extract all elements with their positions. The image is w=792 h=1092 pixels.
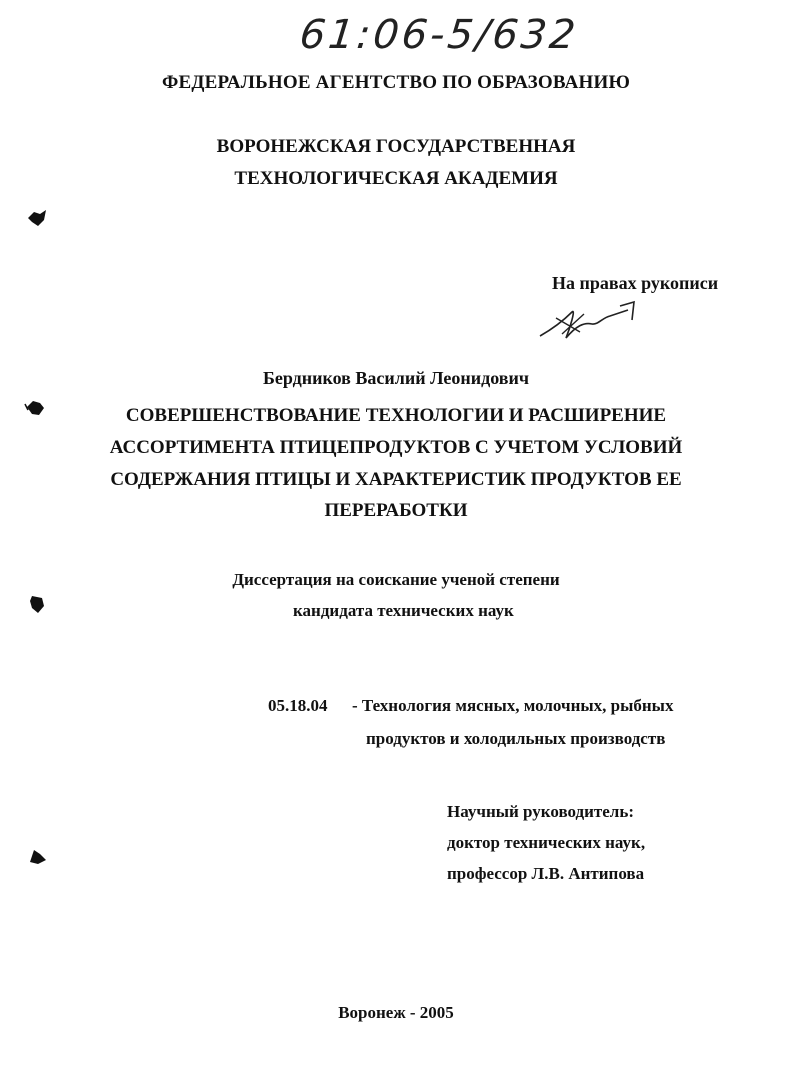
academy-name-line1: ВОРОНЕЖСКАЯ ГОСУДАРСТВЕННАЯ [216, 136, 576, 157]
dissertation-title-line3: СОДЕРЖАНИЯ ПТИЦЫ И ХАРАКТЕРИСТИК ПРОДУКТОВ ЕЕ [110, 469, 682, 490]
specialty-code: 05.18.04 [268, 696, 328, 715]
binding-hole-mark [26, 846, 48, 866]
specialty-name-line1: - Технология мясных, молочных, рыбных [352, 696, 674, 715]
author-name: Бердников Василий Леонидович [262, 368, 530, 388]
supervisor-label: Научный руководитель: [447, 802, 634, 821]
binding-hole-mark [24, 398, 46, 418]
specialty-name-line2: продуктов и холодильных производств [366, 729, 666, 748]
dissertation-title-line1: СОВЕРШЕНСТВОВАНИЕ ТЕХНОЛОГИИ И РАСШИРЕНИЕ [125, 405, 667, 426]
dissertation-title-line4: ПЕРЕРАБОТКИ [324, 500, 468, 521]
binding-hole-mark [26, 208, 48, 228]
supervisor-name: профессор Л.В. Антипова [447, 864, 645, 883]
supervisor-degree: доктор технических наук, [447, 833, 646, 852]
binding-hole-mark [26, 594, 48, 614]
manuscript-rights-note: На правах рукописи [552, 273, 719, 293]
archive-code-handwritten: 61:06-5/632 [297, 12, 581, 58]
degree-statement-line2: кандидата технических наук [293, 601, 514, 620]
degree-statement-line1: Диссертация на соискание ученой степени [232, 570, 560, 589]
signature-scribble [536, 298, 646, 346]
agency-heading: ФЕДЕРАЛЬНОЕ АГЕНТСТВО ПО ОБРАЗОВАНИЮ [161, 72, 631, 93]
academy-name-line2: ТЕХНОЛОГИЧЕСКАЯ АКАДЕМИЯ [234, 168, 558, 189]
dissertation-title-line2: АССОРТИМЕНТА ПТИЦЕПРОДУКТОВ С УЧЕТОМ УСЛОВИЙ [109, 437, 683, 458]
city-year: Воронеж - 2005 [338, 1003, 454, 1022]
